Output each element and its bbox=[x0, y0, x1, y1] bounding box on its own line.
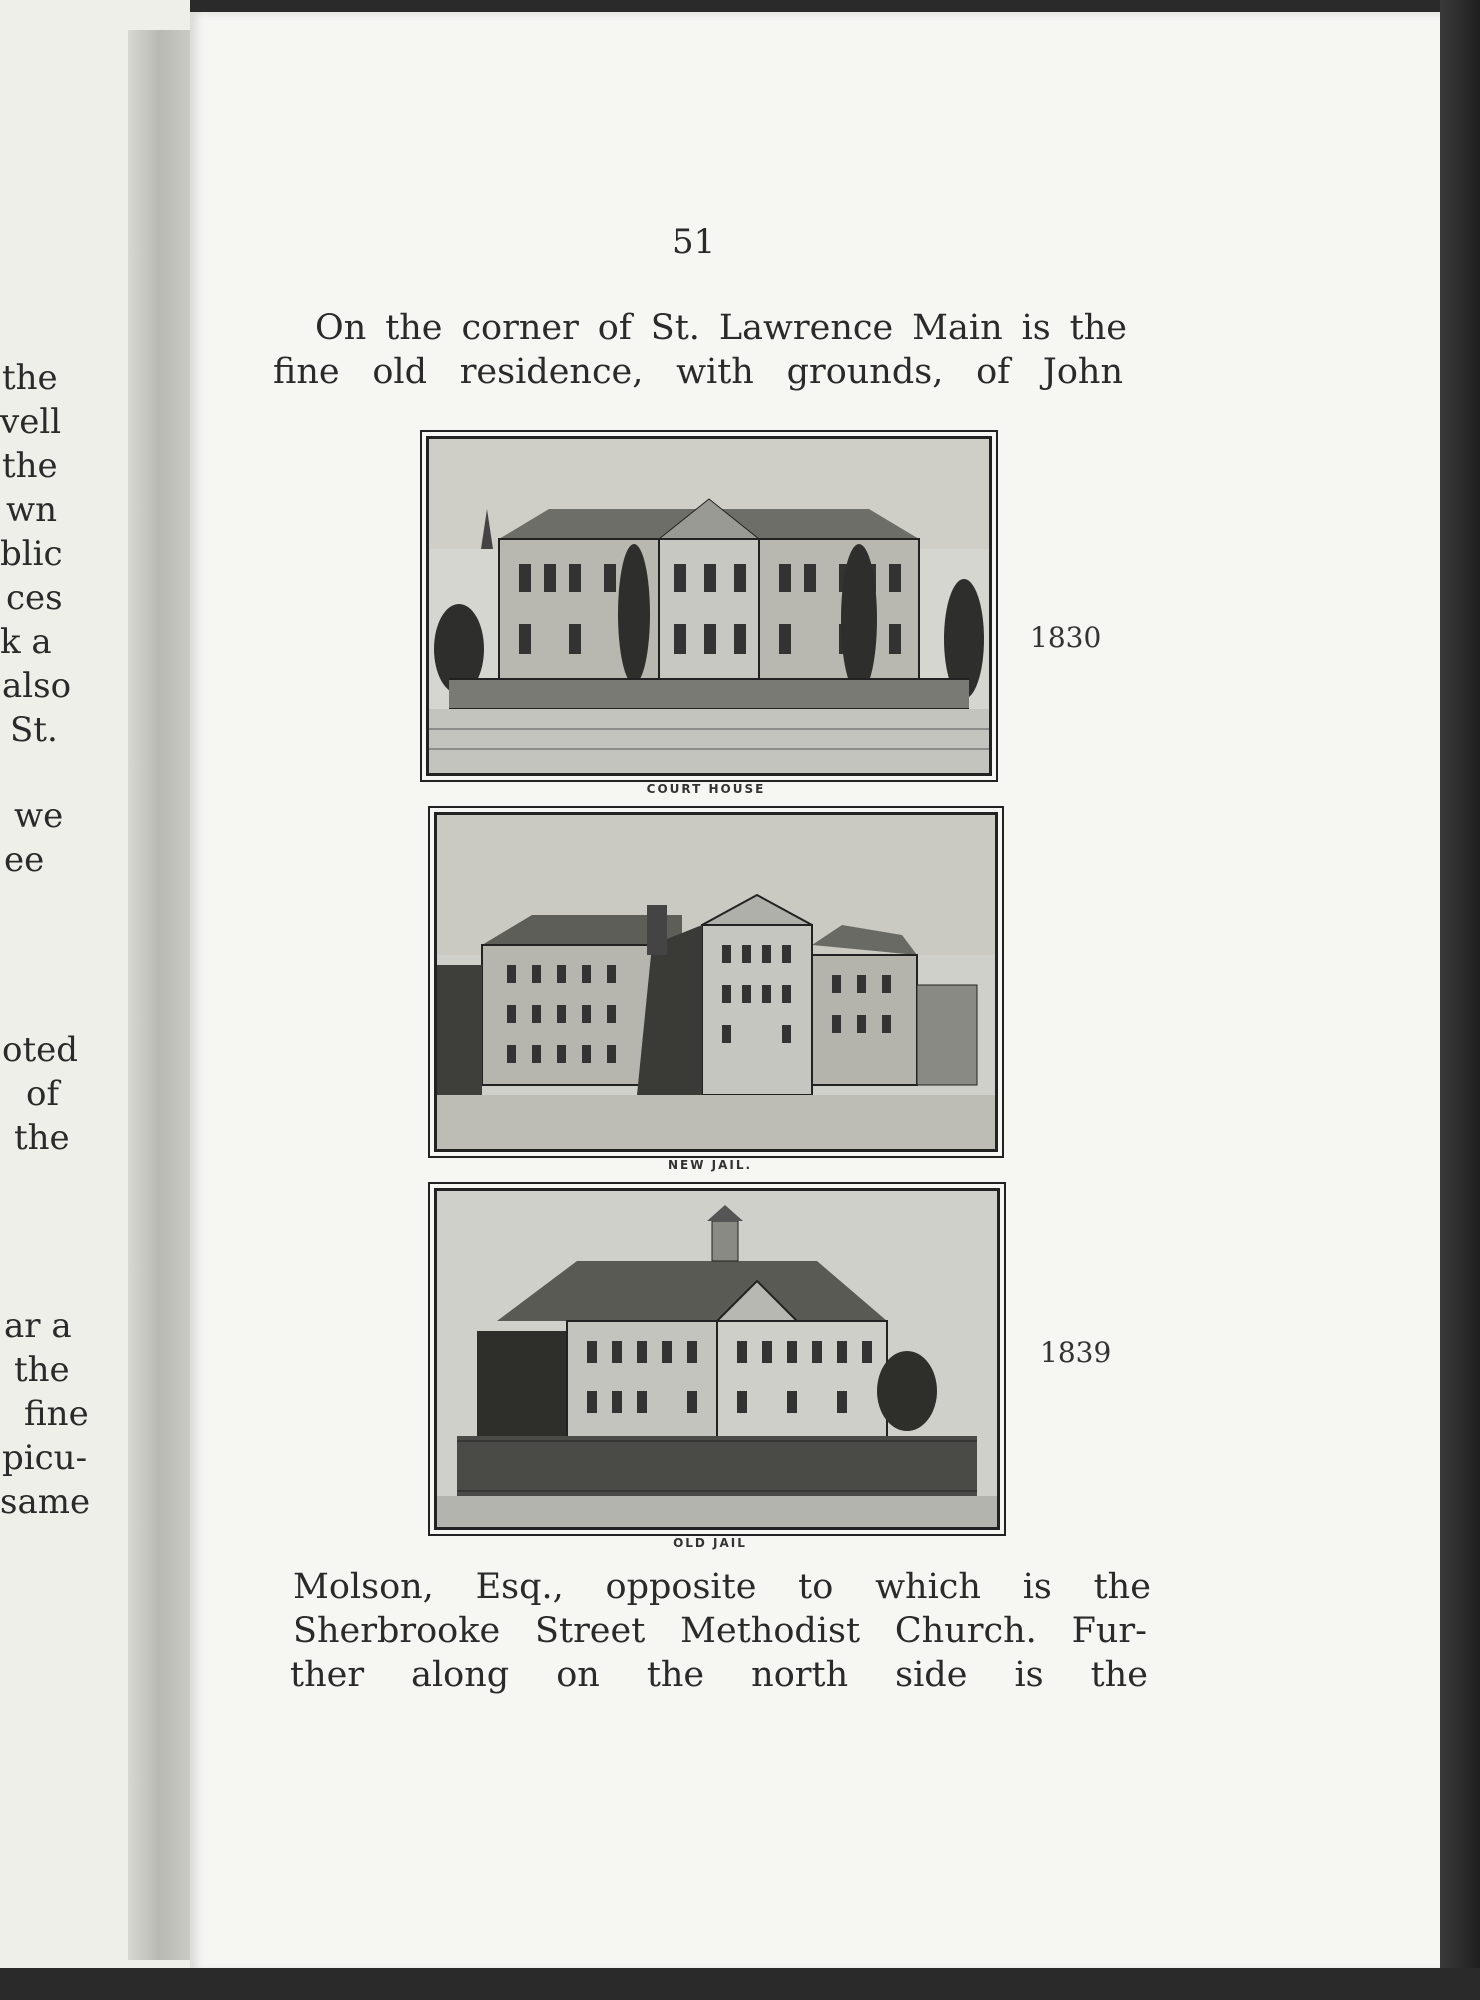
illustration-caption: OLD JAIL bbox=[673, 1536, 747, 1550]
word: Main bbox=[912, 308, 1003, 348]
illustration-year: 1839 bbox=[1040, 1336, 1112, 1369]
word: the bbox=[646, 1655, 705, 1695]
word: of bbox=[597, 308, 632, 348]
word: with bbox=[676, 352, 754, 392]
word: along bbox=[411, 1655, 510, 1695]
word: fine bbox=[273, 352, 340, 392]
left-page-fragment: wn bbox=[6, 490, 57, 530]
left-page-fragment: St. bbox=[10, 710, 58, 750]
illustration-year: 1830 bbox=[1030, 621, 1102, 654]
word: John bbox=[1042, 352, 1123, 392]
left-page-fragment: blic bbox=[0, 534, 63, 574]
left-page-fragment: of bbox=[26, 1074, 60, 1114]
left-page-fragment: ces bbox=[6, 578, 63, 618]
left-page-fragment: ar a bbox=[4, 1306, 72, 1346]
page-number: 51 bbox=[672, 222, 716, 262]
left-page-fragment: ee bbox=[4, 840, 45, 880]
word: is bbox=[1021, 308, 1051, 348]
word: Fur- bbox=[1071, 1611, 1147, 1651]
word: Methodist bbox=[680, 1611, 861, 1651]
left-page-fragment: the bbox=[14, 1118, 70, 1158]
word: north bbox=[751, 1655, 849, 1695]
book-gutter bbox=[128, 30, 198, 1960]
text-line bbox=[273, 352, 1123, 392]
left-page-fragment: we bbox=[14, 796, 64, 836]
word: Molson, bbox=[293, 1567, 434, 1607]
left-page-fragment: picu- bbox=[2, 1438, 88, 1478]
word: grounds, bbox=[786, 352, 944, 392]
word: corner bbox=[461, 308, 579, 348]
left-page-fragment: the bbox=[14, 1350, 70, 1390]
old-jail-engraving bbox=[434, 1188, 1000, 1530]
word: St. bbox=[650, 308, 700, 348]
word: the bbox=[1069, 308, 1127, 348]
word: the bbox=[1093, 1567, 1151, 1607]
word: old bbox=[372, 352, 427, 392]
word: on bbox=[556, 1655, 600, 1695]
left-page-fragment: same bbox=[0, 1482, 91, 1522]
book-edge bbox=[1440, 0, 1480, 2000]
word: Lawrence bbox=[718, 308, 894, 348]
court-house-engraving bbox=[426, 436, 992, 776]
scan-border bbox=[0, 1968, 1480, 2000]
left-page-fragment: oted bbox=[2, 1030, 79, 1070]
left-page-fragment: vell bbox=[0, 402, 62, 442]
new-jail-engraving bbox=[434, 812, 998, 1152]
left-page-fragment: the bbox=[2, 446, 58, 486]
word: ther bbox=[290, 1655, 365, 1695]
word: side bbox=[895, 1655, 968, 1695]
left-page-fragment: also bbox=[2, 666, 72, 706]
word: of bbox=[976, 352, 1011, 392]
text-line bbox=[290, 1655, 1148, 1695]
illustration-caption: NEW JAIL. bbox=[667, 1158, 753, 1172]
word: Sherbrooke bbox=[293, 1611, 501, 1651]
word: is bbox=[1022, 1567, 1052, 1607]
illustration-caption: COURT HOUSE bbox=[646, 782, 766, 796]
word: Street bbox=[535, 1611, 646, 1651]
word: Esq., bbox=[475, 1567, 564, 1607]
word: residence, bbox=[459, 352, 644, 392]
left-page-fragment: the bbox=[2, 358, 58, 398]
left-page-fragment: fine bbox=[24, 1394, 89, 1434]
word: which bbox=[875, 1567, 981, 1607]
left-page-fragment: k a bbox=[0, 622, 52, 662]
text-line bbox=[315, 308, 1127, 348]
text-line bbox=[293, 1567, 1151, 1607]
word: to bbox=[798, 1567, 834, 1607]
word: Church. bbox=[894, 1611, 1037, 1651]
word: the bbox=[1090, 1655, 1148, 1695]
word: the bbox=[385, 308, 443, 348]
word: is bbox=[1014, 1655, 1044, 1695]
text-line bbox=[293, 1611, 1147, 1651]
word: On bbox=[315, 308, 367, 348]
word: opposite bbox=[605, 1567, 757, 1607]
